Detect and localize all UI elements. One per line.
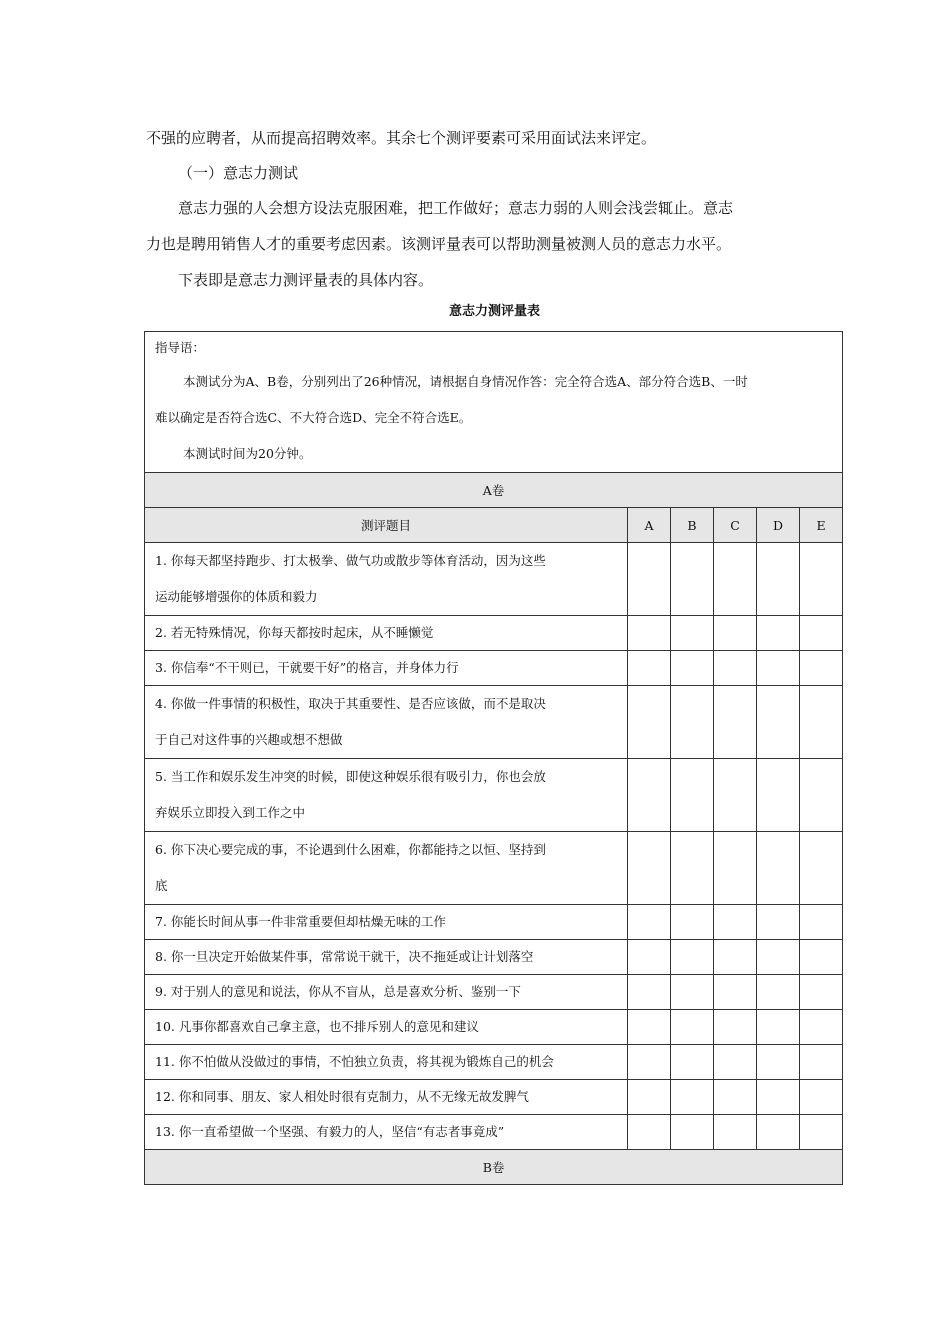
question-text — [145, 616, 628, 651]
question-line: 11. 你不怕做从没做过的事情，不怕独立负责，将其视为锻炼自己的机会 — [155, 1054, 554, 1069]
answer-cell-b[interactable] — [671, 1045, 714, 1080]
question-line: 底 — [155, 878, 168, 893]
answer-cell-a[interactable] — [628, 975, 671, 1010]
section-b-label: B卷 — [145, 1150, 843, 1185]
answer-cell-b[interactable] — [671, 905, 714, 940]
question-row — [145, 832, 843, 905]
answer-cell-e[interactable] — [800, 1045, 843, 1080]
question-text — [145, 686, 628, 759]
answer-cell-b[interactable] — [671, 975, 714, 1010]
answer-cell-b[interactable] — [671, 1115, 714, 1150]
question-text — [145, 1045, 628, 1080]
answer-cell-c[interactable] — [714, 759, 757, 832]
question-text — [145, 832, 628, 905]
answer-cell-c[interactable] — [714, 940, 757, 975]
header-option-c: C — [714, 508, 757, 543]
body-paragraph-2-line-1: 意志力强的人会想方设法克服困难，把工作做好；意志力弱的人则会浅尝辄止。意志 — [178, 199, 734, 217]
answer-cell-b[interactable] — [671, 616, 714, 651]
answer-cell-b[interactable] — [671, 651, 714, 686]
question-row — [145, 975, 843, 1010]
answer-cell-a[interactable] — [628, 1045, 671, 1080]
answer-cell-c[interactable] — [714, 1010, 757, 1045]
question-line: 12. 你和同事、朋友、家人相处时很有克制力，从不无缘无故发脾气 — [155, 1089, 529, 1104]
answer-cell-d[interactable] — [757, 1080, 800, 1115]
instructions-row — [145, 332, 843, 473]
question-row — [145, 940, 843, 975]
answer-cell-a[interactable] — [628, 1080, 671, 1115]
answer-cell-a[interactable] — [628, 1115, 671, 1150]
answer-cell-b[interactable] — [671, 543, 714, 616]
answer-cell-e[interactable] — [800, 975, 843, 1010]
question-line: 6. 你下决心要完成的事，不论遇到什么困难，你都能持之以恒、坚持到 — [155, 842, 546, 857]
answer-cell-e[interactable] — [800, 759, 843, 832]
answer-cell-b[interactable] — [671, 1010, 714, 1045]
answer-cell-d[interactable] — [757, 1115, 800, 1150]
answer-cell-e[interactable] — [800, 1115, 843, 1150]
question-text — [145, 1010, 628, 1045]
answer-cell-e[interactable] — [800, 686, 843, 759]
answer-cell-d[interactable] — [757, 651, 800, 686]
answer-cell-c[interactable] — [714, 616, 757, 651]
question-text — [145, 940, 628, 975]
answer-cell-c[interactable] — [714, 1115, 757, 1150]
table-header-row — [145, 508, 843, 543]
answer-cell-a[interactable] — [628, 940, 671, 975]
instructions-heading: 指导语： — [155, 340, 206, 355]
question-text — [145, 1080, 628, 1115]
answer-cell-a[interactable] — [628, 832, 671, 905]
instructions-cell — [145, 332, 843, 473]
answer-cell-c[interactable] — [714, 543, 757, 616]
question-line: 7. 你能长时间从事一件非常重要但却枯燥无味的工作 — [155, 914, 446, 929]
answer-cell-c[interactable] — [714, 975, 757, 1010]
instructions-line-1: 本测试分为A、B卷，分别列出了26种情况，请根据自身情况作答：完全符合选A、部分符合选B、一时 — [183, 374, 748, 389]
question-line: 于自己对这件事的兴趣或想不想做 — [155, 732, 343, 747]
willpower-assessment-table — [144, 331, 843, 1185]
answer-cell-d[interactable] — [757, 759, 800, 832]
question-line: 10. 凡事你都喜欢自己拿主意，也不排斥别人的意见和建议 — [155, 1019, 479, 1034]
answer-cell-e[interactable] — [800, 1080, 843, 1115]
answer-cell-d[interactable] — [757, 616, 800, 651]
question-line: 弃娱乐立即投入到工作之中 — [155, 805, 306, 820]
answer-cell-b[interactable] — [671, 832, 714, 905]
question-row — [145, 759, 843, 832]
question-line: 4. 你做一件事情的积极性，取决于其重要性、是否应该做，而不是取决 — [155, 696, 546, 711]
answer-cell-d[interactable] — [757, 686, 800, 759]
answer-cell-a[interactable] — [628, 905, 671, 940]
header-option-a: A — [628, 508, 671, 543]
header-option-d: D — [757, 508, 800, 543]
answer-cell-e[interactable] — [800, 905, 843, 940]
question-row — [145, 616, 843, 651]
answer-cell-e[interactable] — [800, 832, 843, 905]
answer-cell-e[interactable] — [800, 616, 843, 651]
question-row — [145, 686, 843, 759]
answer-cell-d[interactable] — [757, 905, 800, 940]
answer-cell-d[interactable] — [757, 543, 800, 616]
answer-cell-a[interactable] — [628, 686, 671, 759]
section-b-row — [145, 1150, 843, 1185]
answer-cell-c[interactable] — [714, 1045, 757, 1080]
question-line: 9. 对于别人的意见和说法，你从不盲从，总是喜欢分析、鉴别一下 — [155, 984, 521, 999]
answer-cell-c[interactable] — [714, 1080, 757, 1115]
question-row — [145, 1010, 843, 1045]
answer-cell-d[interactable] — [757, 940, 800, 975]
instructions-line-2: 难以确定是否符合选C、不大符合选D、完全不符合选E。 — [155, 410, 472, 425]
answer-cell-e[interactable] — [800, 1010, 843, 1045]
question-text — [145, 543, 628, 616]
question-line: 1. 你每天都坚持跑步、打太极拳、做气功或散步等体育活动，因为这些 — [155, 553, 546, 568]
answer-cell-c[interactable] — [714, 905, 757, 940]
header-option-b: B — [671, 508, 714, 543]
header-option-e: E — [800, 508, 843, 543]
answer-cell-a[interactable] — [628, 1010, 671, 1045]
question-row — [145, 543, 843, 616]
answer-cell-d[interactable] — [757, 1045, 800, 1080]
question-text — [145, 759, 628, 832]
answer-cell-c[interactable] — [714, 651, 757, 686]
instructions-line-3: 本测试时间为20分钟。 — [183, 446, 312, 461]
answer-cell-d[interactable] — [757, 1010, 800, 1045]
body-paragraph-1: 不强的应聘者，从而提高招聘效率。其余七个测评要素可采用面试法来评定。 — [146, 129, 657, 147]
answer-cell-b[interactable] — [671, 1080, 714, 1115]
section-a-row — [145, 473, 843, 508]
answer-cell-c[interactable] — [714, 686, 757, 759]
answer-cell-b[interactable] — [671, 686, 714, 759]
question-row — [145, 651, 843, 686]
question-text — [145, 651, 628, 686]
question-text — [145, 905, 628, 940]
answer-cell-b[interactable] — [671, 759, 714, 832]
answer-cell-e[interactable] — [800, 543, 843, 616]
answer-cell-e[interactable] — [800, 651, 843, 686]
question-row — [145, 1115, 843, 1150]
question-line: 13. 你一直希望做一个坚强、有毅力的人，坚信“有志者事竟成” — [155, 1124, 505, 1139]
section-heading: （一）意志力测试 — [178, 164, 299, 182]
body-paragraph-2-line-2: 力也是聘用销售人才的重要考虑因素。该测评量表可以帮助测量被测人员的意志力水平。 — [146, 235, 732, 253]
answer-cell-b[interactable] — [671, 940, 714, 975]
question-line: 运动能够增强你的体质和毅力 — [155, 589, 318, 604]
answer-cell-e[interactable] — [800, 940, 843, 975]
body-paragraph-3: 下表即是意志力测评量表的具体内容。 — [178, 271, 434, 289]
answer-cell-a[interactable] — [628, 616, 671, 651]
answer-cell-d[interactable] — [757, 832, 800, 905]
header-item: 测评题目 — [145, 508, 628, 543]
answer-cell-a[interactable] — [628, 759, 671, 832]
answer-cell-a[interactable] — [628, 543, 671, 616]
question-row — [145, 1080, 843, 1115]
question-line: 2. 若无特殊情况，你每天都按时起床，从不睡懒觉 — [155, 625, 434, 640]
section-a-label: A卷 — [145, 473, 843, 508]
question-line: 5. 当工作和娱乐发生冲突的时候，即使这种娱乐很有吸引力，你也会放 — [155, 769, 546, 784]
question-text — [145, 1115, 628, 1150]
question-text — [145, 975, 628, 1010]
question-row — [145, 1045, 843, 1080]
question-line: 3. 你信奉“不干则已，干就要干好”的格言，并身体力行 — [155, 660, 459, 675]
answer-cell-d[interactable] — [757, 975, 800, 1010]
answer-cell-c[interactable] — [714, 832, 757, 905]
answer-cell-a[interactable] — [628, 651, 671, 686]
question-row — [145, 905, 843, 940]
table-title: 意志力测评量表 — [448, 304, 540, 319]
question-line: 8. 你一旦决定开始做某件事，常常说干就干，决不拖延或让计划落空 — [155, 949, 534, 964]
